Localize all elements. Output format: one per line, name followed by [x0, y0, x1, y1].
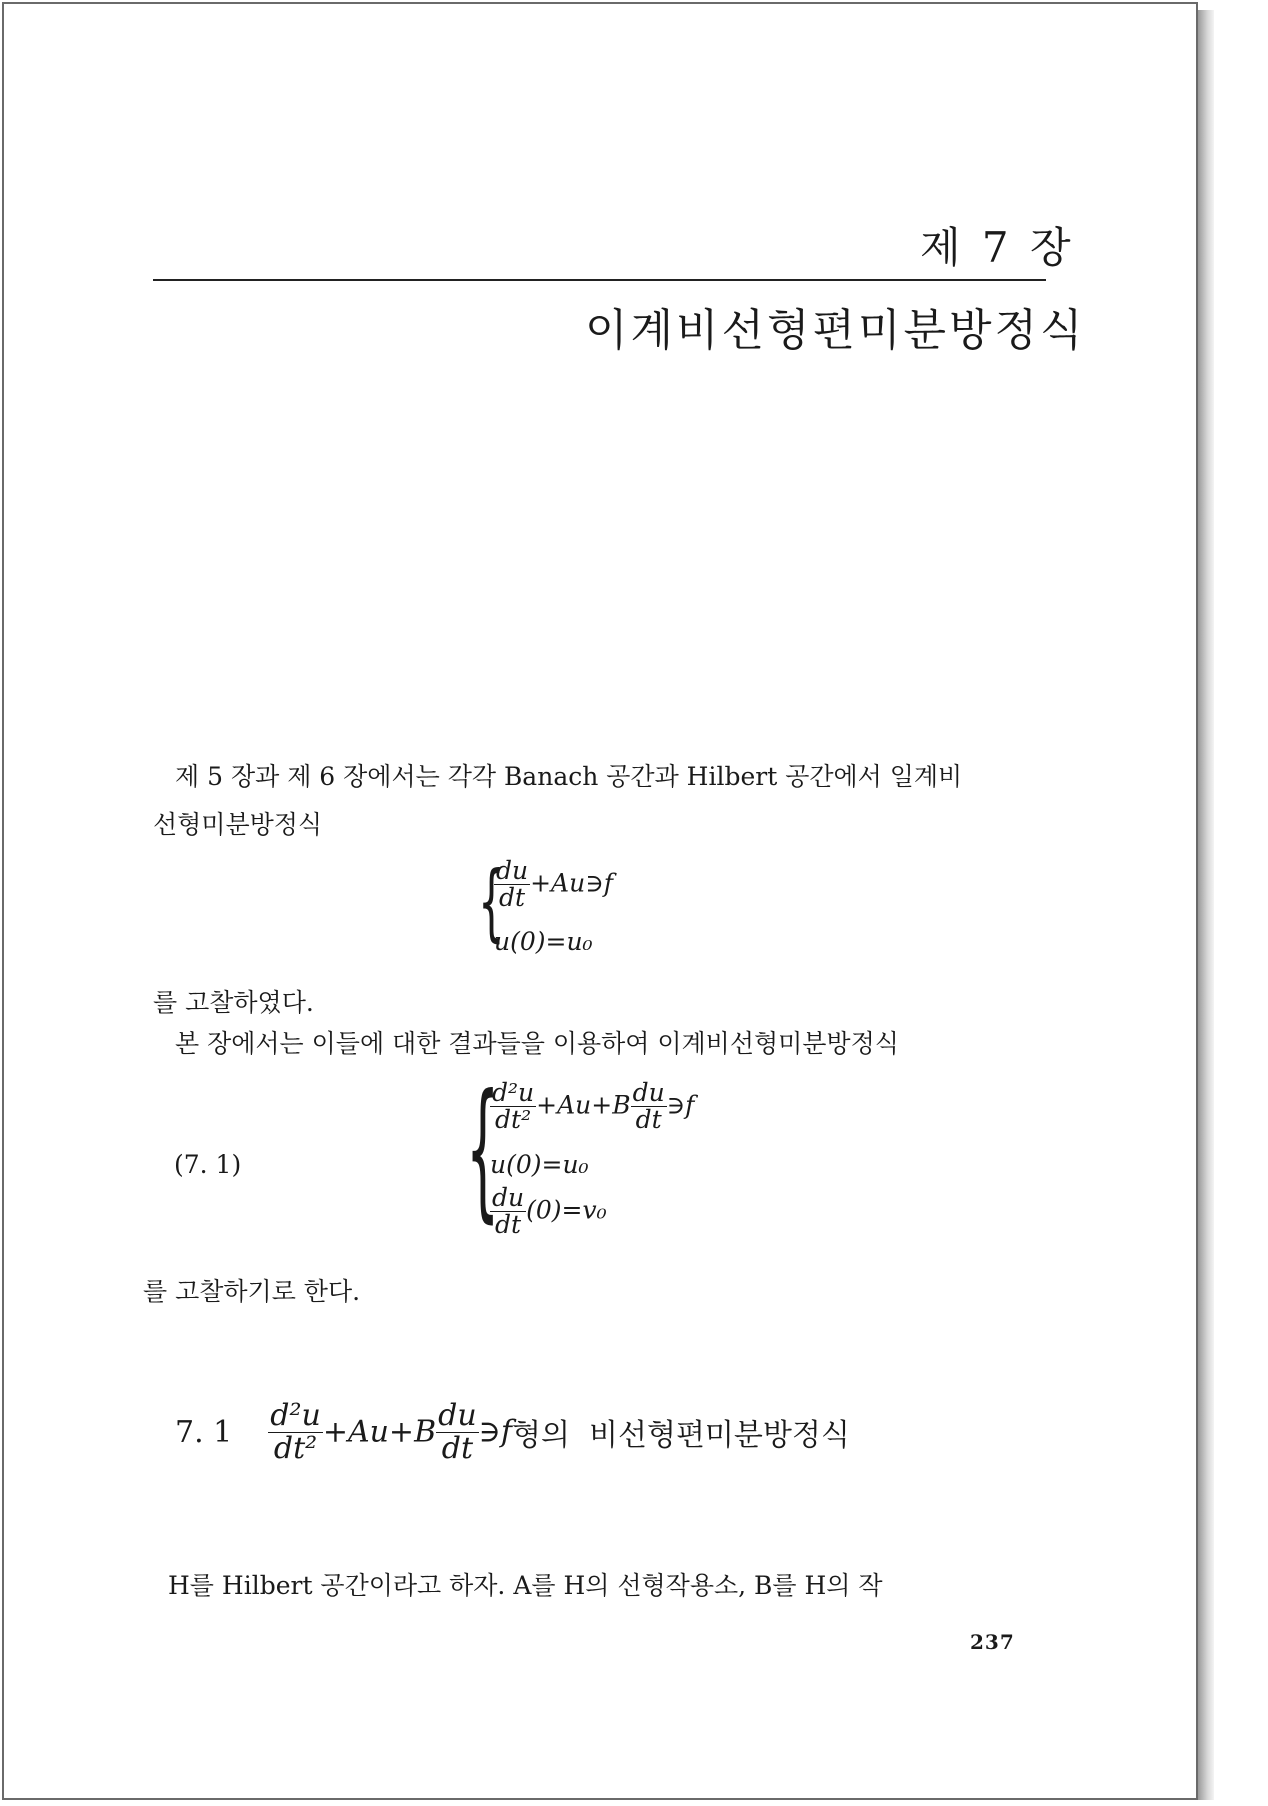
section-den1: dt²: [273, 1430, 318, 1466]
section-den2: dt: [441, 1430, 474, 1466]
section-rest: ∋f: [478, 1414, 512, 1450]
system1-eq1: [494, 858, 613, 912]
intro-line-3: 를 고찰하였다.: [153, 988, 314, 1017]
section-num2: du: [438, 1398, 477, 1433]
page-number: 237: [970, 1630, 1015, 1654]
section-mid: +Au+B: [322, 1414, 437, 1450]
intro-line-5: 를 고찰하기로 한다.: [143, 1277, 361, 1306]
system2-eq1-num1: d²u: [492, 1078, 535, 1107]
system2-eq3-den: dt: [495, 1210, 522, 1240]
system1-eq1-num: du: [496, 856, 529, 885]
section-title-suffix: 형의 비선형편미분방정식: [511, 1418, 850, 1453]
section-number: 7. 1: [175, 1414, 233, 1450]
system1-eq1-rest: +Au∋f: [530, 868, 613, 898]
intro-line-2: 선형미분방정식: [153, 810, 323, 839]
system1-brace: {: [478, 853, 505, 951]
intro-line-1: 제 5 장과 제 6 장에서는 각각 Banach 공간과 Hilbert 공간에서 일계비: [175, 762, 963, 791]
system2-eq1: [490, 1080, 694, 1134]
system2-eq3-num: du: [492, 1183, 525, 1212]
chapter-title: 이계비선형편미분방정식: [585, 305, 1086, 356]
system2-eq2: u(0)=u₀: [490, 1150, 589, 1179]
system2-eq1-mid: +Au+B: [536, 1090, 631, 1120]
system1-eq2: u(0)=u₀: [494, 927, 593, 956]
system1-eq1-den: dt: [499, 883, 526, 913]
chapter-number: 제 7 장: [920, 223, 1075, 272]
system2-eq3-rest: (0)=v₀: [526, 1195, 607, 1225]
system2-eq1-num2: du: [632, 1078, 665, 1107]
section-heading: [175, 1400, 850, 1464]
intro-line-4: 본 장에서는 이들에 대한 결과들을 이용하여 이계비선형미분방정식: [175, 1029, 899, 1058]
page-edge: [1198, 10, 1214, 1800]
chapter-rule: [153, 279, 1046, 281]
equation-label-7-1: (7. 1): [174, 1150, 242, 1179]
system2-eq1-rest: ∋f: [666, 1090, 695, 1120]
system2-brace: {: [466, 1063, 500, 1237]
section-num1: d²u: [270, 1398, 321, 1433]
body-last-line: H를 Hilbert 공간이라고 하자. A를 H의 선형작용소, B를 H의 작: [168, 1571, 883, 1600]
system2-eq1-den2: dt: [635, 1105, 662, 1135]
system2-eq1-den1: dt²: [495, 1105, 532, 1135]
system2-eq3: [490, 1185, 607, 1239]
